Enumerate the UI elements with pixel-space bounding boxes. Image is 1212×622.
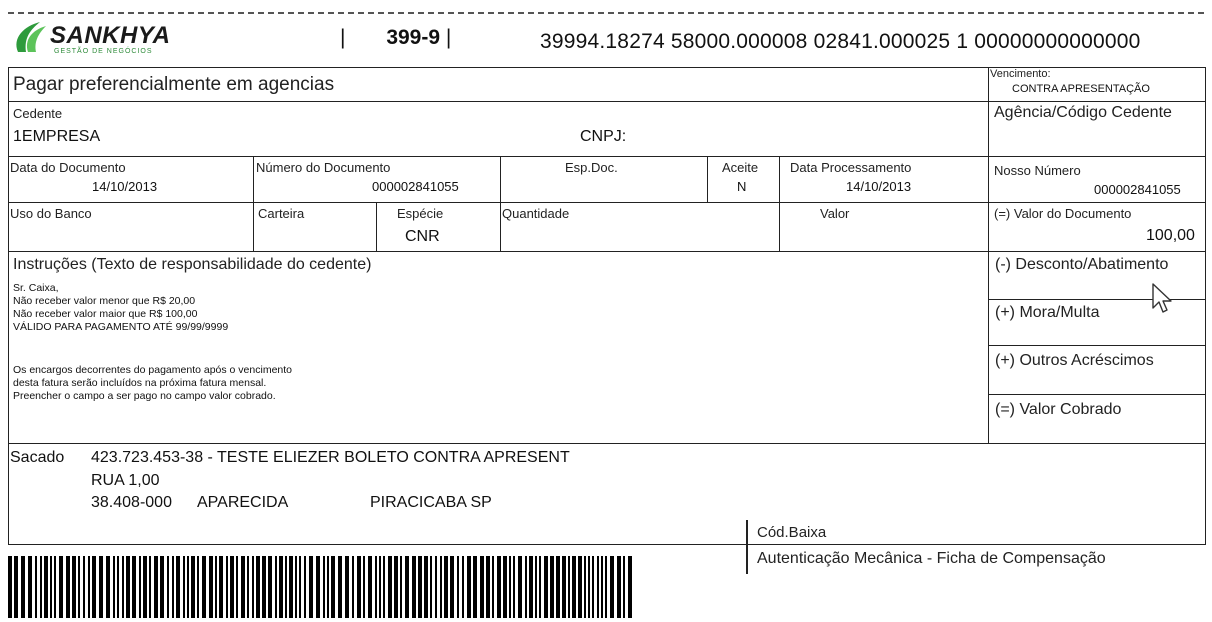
barcode-bar <box>35 556 37 618</box>
doc-date-value: 14/10/2013 <box>92 179 158 194</box>
instruction-line: Sr. Caixa, <box>13 282 59 294</box>
barcode-bar <box>556 556 560 618</box>
barcode-bar <box>357 556 361 618</box>
barcode-bar <box>226 556 228 618</box>
barcode-bar <box>176 556 180 618</box>
barcode-bar <box>375 556 377 618</box>
esp-doc-label: Esp.Doc. <box>565 160 618 175</box>
doc-number-value: 000002841055 <box>372 179 459 194</box>
column-divider <box>500 202 501 251</box>
row-divider <box>8 251 1206 252</box>
row-divider <box>8 443 1206 444</box>
column-divider <box>253 202 254 251</box>
valor-documento-label: (=) Valor do Documento <box>994 206 1132 221</box>
barcode-bar <box>21 556 25 618</box>
barcode-bar <box>72 556 76 618</box>
barcode-bar <box>202 556 206 618</box>
bank-code-sep-right: | <box>445 26 452 49</box>
barcode-bar <box>610 556 614 618</box>
barcode-bar <box>54 556 56 618</box>
cut-line <box>8 12 1204 14</box>
barcode-bar <box>529 556 533 618</box>
column-divider <box>376 202 377 251</box>
barcode-bar <box>50 556 52 618</box>
due-date-label: Vencimento: <box>990 68 1051 80</box>
barcode-bar <box>299 556 301 618</box>
barcode-bar <box>262 556 266 618</box>
digitable-line: 39994.18274 58000.000008 02841.000025 1 00000000000000 <box>540 30 1141 53</box>
barcode <box>8 556 634 618</box>
barcode-bar <box>363 556 365 618</box>
payment-place: Pagar preferencialmente em agencias <box>13 74 335 95</box>
valor-label: Valor <box>820 206 850 221</box>
barcode-bar <box>562 556 566 618</box>
especie-label: Espécie <box>397 206 444 221</box>
cedente-value: 1EMPRESA <box>13 128 101 145</box>
aceite-label: Aceite <box>722 160 759 175</box>
barcode-bar <box>78 556 80 618</box>
column-divider <box>500 156 501 202</box>
barcode-bar <box>539 556 541 618</box>
barcode-bar <box>462 556 464 618</box>
barcode-bar <box>279 556 283 618</box>
barcode-bar <box>191 556 195 618</box>
auth-divider <box>746 520 748 574</box>
row-divider <box>988 394 1206 395</box>
barcode-bar <box>215 556 217 618</box>
barcode-bar <box>492 556 494 618</box>
barcode-bar <box>605 556 607 618</box>
barcode-bar <box>497 556 501 618</box>
barcode-bar <box>509 556 511 618</box>
barcode-bar <box>187 556 189 618</box>
barcode-bar <box>183 556 185 618</box>
barcode-bar <box>289 556 293 618</box>
column-divider <box>988 67 989 443</box>
bank-code <box>340 26 451 50</box>
mouse-cursor-icon <box>1150 282 1182 318</box>
barcode-bar <box>457 556 459 618</box>
aceite-value: N <box>737 179 747 194</box>
sacado-label: Sacado <box>10 449 65 466</box>
barcode-bar <box>592 556 594 618</box>
barcode-bar <box>309 556 313 618</box>
barcode-bar <box>117 556 119 618</box>
barcode-bar <box>525 556 527 618</box>
sacado-city-state: PIRACICABA SP <box>370 494 492 511</box>
barcode-bar <box>440 556 442 618</box>
valor-documento-value: 100,00 <box>1146 227 1195 244</box>
nosso-numero-label: Nosso Número <box>994 163 1081 178</box>
desconto-label: (-) Desconto/Abatimento <box>995 256 1169 273</box>
barcode-bar <box>345 556 349 618</box>
barcode-bar <box>247 556 249 618</box>
instruction-line: Não receber valor maior que R$ 100,00 <box>13 308 198 320</box>
barcode-bar <box>572 556 576 618</box>
barcode-bar <box>584 556 586 618</box>
barcode-bar <box>28 556 32 618</box>
barcode-bar <box>122 556 124 618</box>
instruction-line: desta fatura serão incluídos na próxima fatura mensal. <box>13 377 267 389</box>
column-divider <box>779 202 780 251</box>
nosso-numero-value: 000002841055 <box>1094 182 1181 197</box>
barcode-bar <box>597 556 599 618</box>
barcode-bar <box>544 556 548 618</box>
agency-code-label: Agência/Código Cedente <box>994 104 1172 121</box>
sacado-cep: 38.408-000 <box>91 494 172 511</box>
barcode-bar <box>14 556 18 618</box>
barcode-bar <box>412 556 416 618</box>
sacado-line1: 423.723.453-38 - TESTE ELIEZER BOLETO CONTRA APRESENT <box>91 449 570 466</box>
barcode-bar <box>338 556 342 618</box>
valor-cobrado-label: (=) Valor Cobrado <box>995 401 1122 418</box>
barcode-bar <box>219 556 223 618</box>
barcode-bar <box>503 556 507 618</box>
barcode-bar <box>394 556 398 618</box>
barcode-bar <box>331 556 335 618</box>
barcode-bar <box>323 556 325 618</box>
row-divider <box>8 156 1206 157</box>
barcode-bar <box>513 556 515 618</box>
barcode-bar <box>535 556 537 618</box>
barcode-bar <box>316 556 320 618</box>
barcode-bar <box>40 556 42 618</box>
doc-number-label: Número do Documento <box>256 160 391 175</box>
barcode-bar <box>550 556 554 618</box>
sacado-address: RUA 1,00 <box>91 472 160 489</box>
barcode-bar <box>241 556 245 618</box>
barcode-bar <box>486 556 490 618</box>
barcode-bar <box>424 556 428 618</box>
instruction-line: Os encargos decorrentes do pagamento após o vencimento <box>13 364 293 376</box>
instructions-title: Instruções (Texto de responsabilidade do cedente) <box>13 256 372 273</box>
barcode-bar <box>256 556 260 618</box>
barcode-bar <box>44 556 48 618</box>
barcode-bar <box>252 556 254 618</box>
instruction-line: VÁLIDO PARA PAGAMENTO ATÉ 99/99/9999 <box>13 321 229 333</box>
doc-date-label: Data do Documento <box>10 160 126 175</box>
barcode-bar <box>275 556 277 618</box>
barcode-bar <box>209 556 213 618</box>
barcode-bar <box>435 556 437 618</box>
barcode-bar <box>388 556 392 618</box>
barcode-bar <box>167 556 169 618</box>
cnpj-label: CNPJ: <box>580 128 627 145</box>
uso-banco-label: Uso do Banco <box>10 206 92 221</box>
column-divider <box>707 156 708 202</box>
instruction-line: Preencher o campo a ser pago no campo valor cobrado. <box>13 390 276 402</box>
barcode-bar <box>126 556 130 618</box>
barcode-bar <box>132 556 136 618</box>
barcode-bar <box>480 556 484 618</box>
barcode-bar <box>230 556 234 618</box>
barcode-bar <box>139 556 141 618</box>
barcode-bar <box>88 556 90 618</box>
barcode-bar <box>352 556 354 618</box>
barcode-bar <box>368 556 372 618</box>
sankhya-logo <box>10 18 200 58</box>
barcode-bar <box>304 556 306 618</box>
barcode-bar <box>143 556 147 618</box>
barcode-bar <box>467 556 471 618</box>
barcode-bar <box>405 556 409 618</box>
proc-date-value: 14/10/2013 <box>846 179 912 194</box>
column-divider <box>779 156 780 202</box>
due-date-value: CONTRA APRESENTAÇÃO <box>1012 83 1150 95</box>
row-divider <box>8 202 1206 203</box>
barcode-bar <box>379 556 381 618</box>
bank-code-sep-left: | <box>340 26 346 49</box>
barcode-bar <box>106 556 110 618</box>
bank-code-value: 399-9 <box>386 26 441 49</box>
proc-date-label: Data Processamento <box>790 160 912 175</box>
autenticacao-label: Autenticação Mecânica - Ficha de Compensação <box>757 550 1106 567</box>
barcode-bar <box>617 556 621 618</box>
barcode-bar <box>295 556 297 618</box>
barcode-bar <box>285 556 287 618</box>
barcode-bar <box>383 556 385 618</box>
barcode-bar <box>236 556 238 618</box>
cod-baixa-label: Cód.Baixa <box>757 524 827 541</box>
carteira-label: Carteira <box>258 206 305 221</box>
barcode-bar <box>601 556 603 618</box>
barcode-bar <box>113 556 115 618</box>
barcode-bar <box>327 556 329 618</box>
barcode-bar <box>628 556 632 618</box>
row-divider <box>8 101 1206 102</box>
barcode-bar <box>197 556 199 618</box>
barcode-bar <box>578 556 582 618</box>
barcode-bar <box>59 556 63 618</box>
barcode-bar <box>160 556 164 618</box>
barcode-bar <box>444 556 448 618</box>
barcode-bar <box>8 556 12 618</box>
quantidade-label: Quantidade <box>502 206 570 221</box>
barcode-bar <box>83 556 85 618</box>
column-divider <box>253 156 254 202</box>
logo-swoosh-icon <box>10 18 50 58</box>
barcode-bar <box>66 556 70 618</box>
logo-wordmark: SANKHYA <box>50 22 171 49</box>
barcode-bar <box>568 556 570 618</box>
cedente-label: Cedente <box>13 106 63 121</box>
barcode-bar <box>172 556 174 618</box>
barcode-bar <box>623 556 625 618</box>
mora-label: (+) Mora/Multa <box>995 304 1100 321</box>
logo-tagline: GESTÃO DE NEGÓCIOS <box>54 48 153 55</box>
barcode-bar <box>154 556 158 618</box>
row-divider <box>988 345 1206 346</box>
barcode-bar <box>450 556 454 618</box>
especie-value: CNR <box>405 228 440 245</box>
barcode-bar <box>92 556 96 618</box>
instruction-line: Não receber valor menor que R$ 20,00 <box>13 295 196 307</box>
barcode-bar <box>99 556 103 618</box>
sacado-district: APARECIDA <box>197 494 289 511</box>
barcode-bar <box>473 556 477 618</box>
barcode-bar <box>268 556 272 618</box>
barcode-bar <box>400 556 402 618</box>
barcode-bar <box>588 556 590 618</box>
barcode-bar <box>518 556 522 618</box>
barcode-bar <box>430 556 432 618</box>
barcode-bar <box>149 556 151 618</box>
barcode-bar <box>418 556 422 618</box>
outros-acrescimos-label: (+) Outros Acréscimos <box>995 352 1154 369</box>
